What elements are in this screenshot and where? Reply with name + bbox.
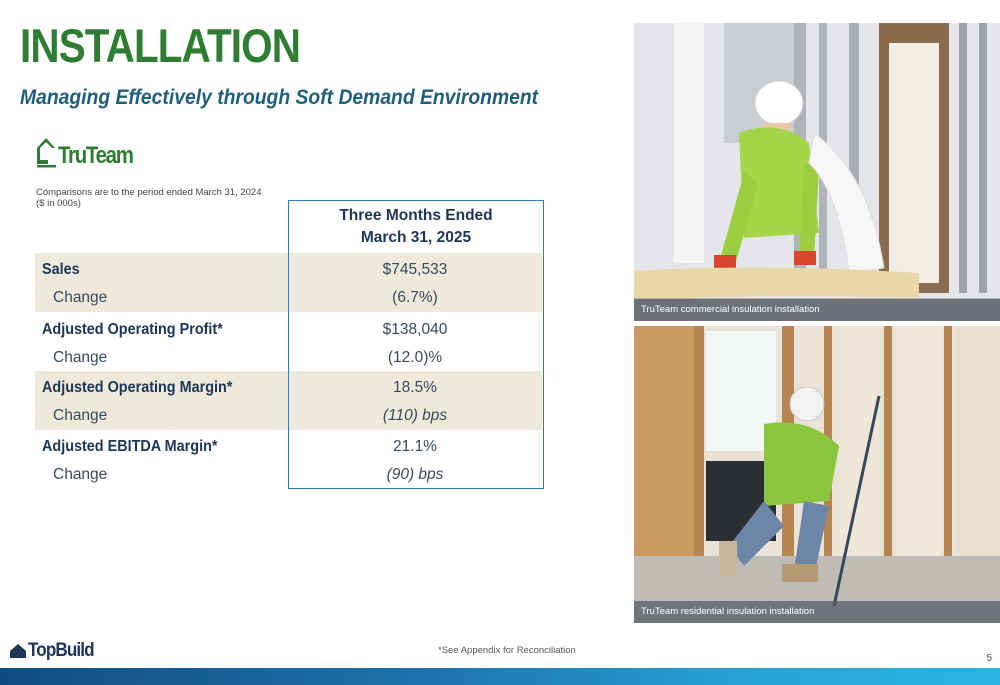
commercial-installation-photo	[634, 23, 1000, 321]
photo-caption: TruTeam residential insulation installation	[634, 601, 1000, 623]
comparison-note	[36, 187, 262, 209]
row-value: $745,533	[382, 261, 448, 278]
row-label: Sales	[42, 261, 80, 278]
truteam-logo-text: TruTeam	[58, 142, 133, 169]
row-change-value: (110) bps	[382, 407, 448, 424]
table-row-operating-margin	[35, 371, 542, 430]
residential-worker-illustration	[634, 326, 1000, 623]
topbuild-logo-text: TopBuild	[28, 640, 94, 661]
topbuild-house-icon	[10, 643, 26, 659]
row-value: 18.5%	[393, 379, 437, 396]
row-change-value: (12.0)%	[387, 349, 443, 366]
column-header-line1: Three Months Ended	[339, 207, 493, 224]
column-header	[288, 200, 544, 253]
row-change-value: (6.7%)	[392, 289, 438, 306]
comparison-note-line1: Comparisons are to the period ended March 31, 2024	[36, 187, 262, 198]
table-row-sales	[35, 253, 542, 312]
comparison-note-line2: ($ in 000s)	[36, 198, 81, 209]
row-label: Adjusted EBITDA Margin*	[42, 438, 218, 455]
photo-caption: TruTeam commercial insulation installation	[634, 299, 1000, 321]
row-change-label: Change	[53, 407, 108, 424]
row-change-value: (90) bps	[386, 466, 444, 483]
reconciliation-footnote: *See Appendix for Reconciliation	[438, 645, 576, 656]
row-label: Adjusted Operating Margin*	[42, 379, 233, 396]
table-row-ebitda-margin	[35, 430, 542, 489]
row-change-label: Change	[53, 289, 108, 306]
row-value: $138,040	[382, 321, 448, 338]
page-title: INSTALLATION	[20, 19, 301, 72]
table-row-operating-profit	[35, 313, 542, 372]
row-change-label: Change	[53, 466, 108, 483]
footer-color-bar	[0, 668, 1000, 685]
residential-installation-photo	[634, 326, 1000, 623]
page-number: 5	[986, 653, 992, 664]
row-change-label: Change	[53, 349, 108, 366]
truteam-logo	[35, 134, 146, 168]
commercial-worker-illustration	[634, 23, 1000, 321]
page-subtitle: Managing Effectively through Soft Demand Environment	[20, 86, 539, 109]
topbuild-logo	[10, 640, 101, 662]
row-value: 21.1%	[393, 438, 437, 455]
row-label: Adjusted Operating Profit*	[42, 321, 223, 338]
column-header-line2: March 31, 2025	[360, 229, 472, 246]
house-logo-icon	[35, 134, 57, 168]
